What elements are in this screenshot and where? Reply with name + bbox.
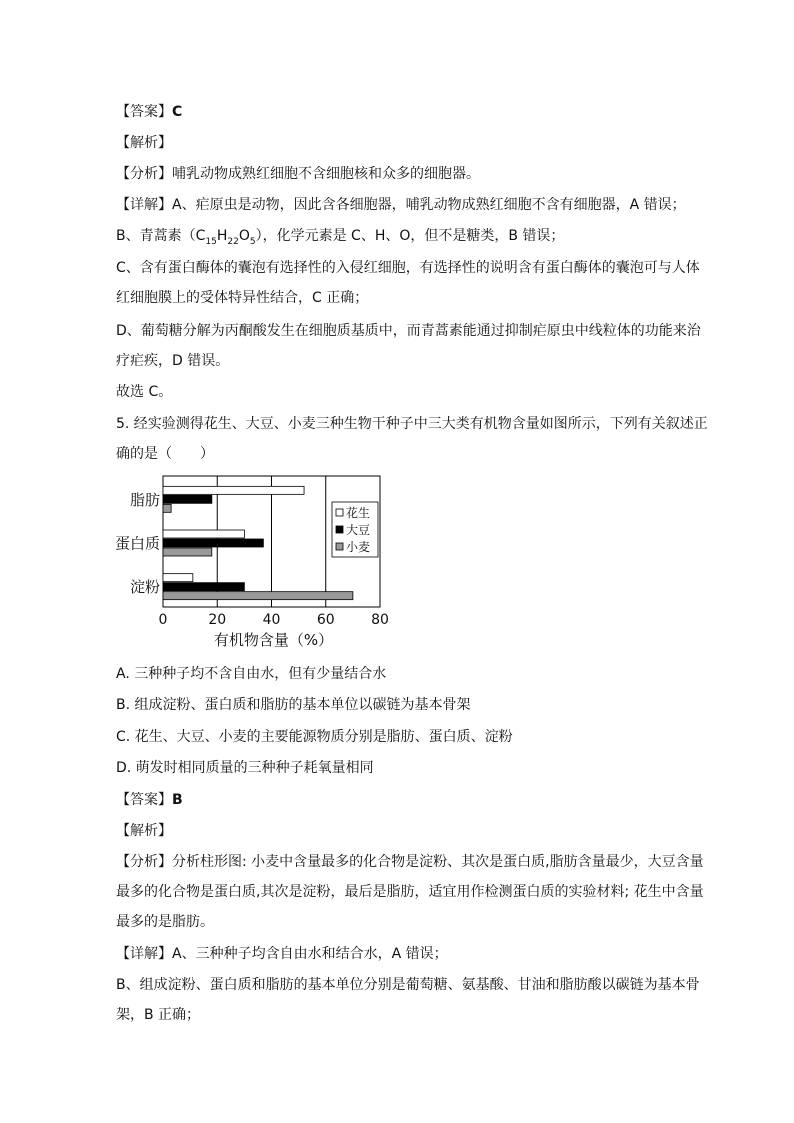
xiangjie-2-a: 【详解】A、三种种子均含自由水和结合水，A 错误；: [116, 946, 448, 962]
category-label-2: 淀粉: [129, 578, 160, 597]
option-d-line2: 疗疟疾，D 错误。: [116, 353, 230, 369]
fenxi-2-line1: 【分析】分析柱形图: 小麦中含量最多的化合物是淀粉、其次是蛋白质,脂肪含量最少，大豆含量: [116, 854, 704, 870]
x-tick-40: 40: [262, 612, 281, 628]
legend-label-小麦: 小麦: [346, 540, 371, 554]
option-c-line2: 红细胞膜上的受体特异性结合，C 正确；: [116, 290, 369, 306]
bar-蛋白质-小麦: [163, 548, 212, 556]
bar-脂肪-花生: [163, 486, 304, 494]
option-d-line1: D、葡萄糖分解为丙酮酸发生在细胞质基质中，而青蒿素能通过抑制疟原虫中线粒体的功能来治: [116, 323, 701, 339]
option-b: B. 组成淀粉、蛋白质和脂肪的基本单位以碳链为基本骨架: [116, 697, 471, 713]
question-line-2: 确的是（ ）: [116, 446, 214, 462]
category-label-0: 脂肪: [129, 490, 160, 509]
fenxi-1: 【分析】哺乳动物成熟红细胞不含细胞核和众多的细胞器。: [116, 166, 480, 182]
legend-swatch-小麦: [336, 543, 343, 550]
fenxi-2-line2: 最多的化合物是蛋白质,其次是淀粉，最后是脂肪，适宜用作检测蛋白质的实验材料; 花生中含量: [116, 884, 704, 900]
xiangjie-1: 【详解】A、疟原虫是动物，因此含各细胞器，哺乳动物成熟红细胞不含有细胞器，A 错误；: [116, 197, 686, 213]
question-line-1: 5. 经实验测得花生、大豆、小麦三种生物干种子中三大类有机物含量如图所示，下列有关叙述正: [116, 416, 708, 432]
legend-label-花生: 花生: [346, 506, 371, 520]
x-tick-80: 80: [371, 612, 389, 628]
x-tick-60: 60: [316, 612, 335, 628]
option-c-line1: C、含有蛋白酶体的囊泡有选择性的入侵红细胞，有选择性的说明含有蛋白酶体的囊泡可与人体: [116, 260, 700, 276]
bar-脂肪-小麦: [163, 504, 171, 512]
option-c: C. 花生、大豆、小麦的主要能源物质分别是脂肪、蛋白质、淀粉: [116, 729, 513, 745]
bar-蛋白质-花生: [163, 530, 244, 538]
analysis-heading-2: 【解析】: [116, 823, 172, 839]
answer-label: 【答案】: [116, 792, 172, 808]
legend-swatch-花生: [336, 509, 343, 516]
option-d: D. 萌发时相同质量的三种种子耗氧量相同: [116, 760, 374, 776]
x-tick-0: 0: [158, 612, 168, 628]
answer-value: C: [172, 104, 183, 120]
bar-淀粉-大豆: [163, 583, 244, 591]
option-a: A. 三种种子均不含自由水，但有少量结合水: [116, 666, 387, 682]
answer-line-2: [116, 790, 183, 810]
x-axis-label: 有机物含量（%）: [213, 631, 334, 649]
fenxi-2-line3: 最多的是脂肪。: [116, 914, 214, 930]
bar-淀粉-小麦: [163, 592, 353, 600]
legend-label-大豆: 大豆: [346, 523, 371, 537]
answer-label: 【答案】: [116, 104, 172, 120]
answer-value: B: [172, 792, 183, 808]
answer-line-1: [116, 102, 182, 122]
organic-content-bar-chart: [106, 472, 396, 662]
option-b-explanation: B、青蒿素$(C_{15}H_{22}O_5)$，化学元素是 C、H、O，但不是糖类，B 错误；: [116, 228, 565, 247]
analysis-heading-1: 【解析】: [116, 135, 172, 151]
bar-蛋白质-大豆: [163, 539, 263, 547]
xiangjie-2-b1: B、组成淀粉、蛋白质和脂肪的基本单位分别是葡萄糖、氨基酸、甘油和脂肪酸以碳链为基本骨: [116, 977, 700, 993]
legend-swatch-大豆: [336, 526, 343, 533]
category-label-1: 蛋白质: [114, 534, 160, 553]
bar-淀粉-花生: [163, 574, 193, 582]
xiangjie-2-b2: 架，B 正确；: [116, 1007, 201, 1023]
x-tick-20: 20: [208, 612, 227, 628]
conclusion-1: 故选 C。: [116, 384, 173, 400]
bar-脂肪-大豆: [163, 495, 212, 503]
